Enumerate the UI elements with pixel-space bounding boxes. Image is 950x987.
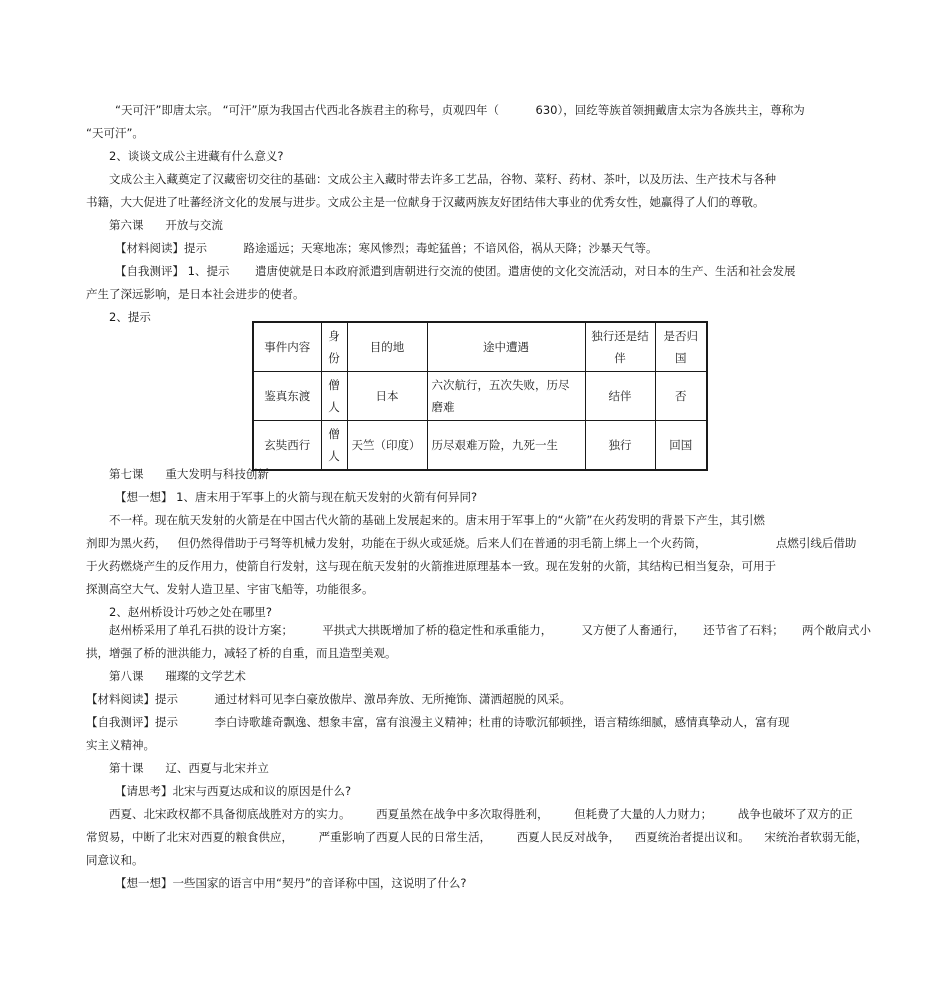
- text-line: 同意议和。: [86, 853, 144, 867]
- text-line: 【材料阅读】提示 通过材料可见李白豪放傲岸、激昂奔放、无所掩饰、潇洒超脱的风采。: [86, 692, 572, 706]
- text-line: 第七课 重大发明与科技创新: [109, 467, 269, 481]
- text-line: 赵州桥采用了单孔石拱的设计方案； 平拱式大拱既增加了桥的稳定性和承重能力， 又方便了人畜通行， 还节省了石料； 两个敞肩式小: [109, 623, 872, 637]
- table-cell: 僧人: [321, 372, 347, 421]
- header-cell: 途中遭遇: [427, 322, 585, 372]
- text-line: 2、提示: [109, 310, 151, 324]
- text-line: 第八课 璀璨的文学艺术: [109, 669, 246, 683]
- table-cell: 鉴真东渡: [253, 372, 321, 421]
- text-line: 产生了深远影响，是日本社会进步的使者。: [86, 287, 305, 301]
- text-line: 【材料阅读】提示 路途遥远；天寒地冻；寒风惨烈；毒蛇猛兽；不谙风俗，祸从天降；沙暴天气等。: [115, 241, 658, 255]
- text-line: “天可汗”。: [86, 126, 144, 140]
- table-cell: 日本: [347, 372, 427, 421]
- text-line: 拱，增强了桥的泄洪能力，减轻了桥的自重，而且造型美观。: [86, 646, 397, 660]
- table-cell: 历尽艰难万险，九死一生: [427, 421, 585, 471]
- comparison-table: [252, 321, 708, 471]
- text-line: 第十课 辽、西夏与北宋并立: [109, 761, 269, 775]
- text-line: 2、谈谈文成公主进藏有什么意义?: [109, 149, 284, 163]
- text-line: 探测高空大气、发射人造卫星、宇宙飞船等，功能很多。: [86, 582, 374, 596]
- table-row: [253, 372, 707, 421]
- text-line: 不一样。现在航天发射的火箭是在中国古代火箭的基础上发展起来的。唐末用于军事上的“火箭”在火药发明的背景下产生，其引燃: [109, 513, 765, 527]
- text-line: 实主义精神。: [86, 738, 155, 752]
- table-cell: 回国: [655, 421, 707, 471]
- text-line: 西夏、北宋政权都不具备彻底战胜对方的实力。 西夏虽然在战争中多次取得胜利， 但耗费了大量的人力财力； 战争也破坏了双方的正: [109, 807, 853, 821]
- text-line: 第六课 开放与交流: [109, 218, 223, 232]
- table-cell: 僧人: [321, 421, 347, 471]
- text-line: 文成公主入藏奠定了汉藏密切交往的基础：文成公主入藏时带去许多工艺品，谷物、菜籽、药材、茶叶，以及历法、生产技术与各种: [109, 172, 776, 186]
- header-cell: 是否归国: [655, 322, 707, 372]
- text-line: “天可汗”即唐太宗。 “可汗”原为我国古代西北各族君主的称号，贞观四年（ 630），回纥等族首领拥戴唐太宗为各族共主，尊称为: [115, 103, 805, 117]
- table-cell: 玄奘西行: [253, 421, 321, 471]
- table-cell: 天竺（印度）: [347, 421, 427, 471]
- header-cell: 事件内容: [253, 322, 321, 372]
- text-line: 常贸易，中断了北宋对西夏的粮食供应， 严重影响了西夏人民的日常生活， 西夏人民反对战争， 西夏统治者提出议和。 宋统治者软弱无能，: [86, 830, 868, 844]
- header-cell: 目的地: [347, 322, 427, 372]
- table-row: [253, 421, 707, 471]
- table-header-row: [253, 322, 707, 372]
- text-line: 【自我测评】提示 李白诗歌雄奇飘逸、想象丰富，富有浪漫主义精神；杜甫的诗歌沉郁顿挫，语言精练细腻，感情真挚动人，富有现: [86, 715, 790, 729]
- text-line: 【请思考】北宋与西夏达成和议的原因是什么?: [115, 784, 352, 798]
- table-cell: 结伴: [585, 372, 655, 421]
- header-cell: 独行还是结伴: [585, 322, 655, 372]
- text-line: 剂即为黑火药， 但仍然得借助于弓弩等机械力发射，功能在于纵火或延烧。后来人们在普通的羽毛箭上绑上一个火药筒， 点燃引线后借助: [86, 536, 857, 550]
- text-line: 2、赵州桥设计巧妙之处在哪里?: [109, 605, 272, 619]
- header-cell: 身份: [321, 322, 347, 372]
- text-line: 【想一想】一些国家的语言中用“契丹”的音译称中国，这说明了什么?: [115, 876, 467, 890]
- table-cell: 六次航行，五次失败，历尽磨难: [427, 372, 585, 421]
- text-line: 于火药燃烧产生的反作用力，使箭自行发射，这与现在航天发射的火箭推进原理基本一致。现在发射的火箭，其结构已相当复杂，可用于: [86, 559, 776, 573]
- table-cell: 否: [655, 372, 707, 421]
- table-cell: 独行: [585, 421, 655, 471]
- text-line: 【自我测评】 1、提示 遣唐使就是日本政府派遣到唐朝进行交流的使团。遣唐使的文化交流活动，对日本的生产、生活和社会发展: [115, 264, 796, 278]
- text-line: 书籍，大大促进了吐蕃经济文化的发展与进步。文成公主是一位献身于汉藏两族友好团结伟大事业的优秀女性，她赢得了人们的尊敬。: [86, 195, 765, 209]
- text-line: 【想一想】 1、唐末用于军事上的火箭与现在航天发射的火箭有何异同?: [115, 490, 478, 504]
